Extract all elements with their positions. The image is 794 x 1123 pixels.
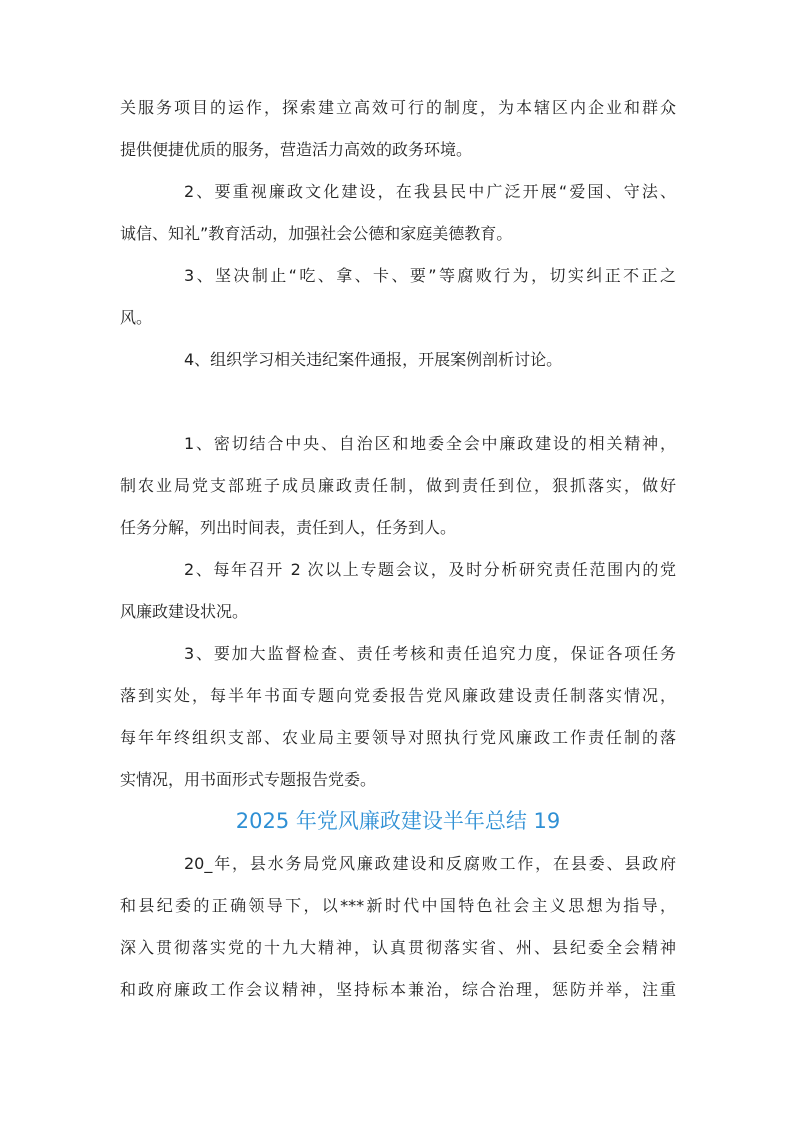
paragraph-line: 和县纪委的正确领导下，以***新时代中国特色社会主义思想为指导， <box>120 896 676 915</box>
paragraph-line: 20_年，县水务局党风廉政建设和反腐败工作，在县委、县政府 <box>184 854 676 873</box>
paragraph-line: 1、密切结合中央、自治区和地委全会中廉政建设的相关精神， <box>184 434 676 453</box>
paragraph-line: 每年年终组织支部、农业局主要领导对照执行党风廉政工作责任制的落 <box>120 728 676 747</box>
section-title: 2025 年党风廉政建设半年总结 19 <box>235 809 561 833</box>
section-gap <box>120 388 676 430</box>
paragraph-line: 4、组织学习相关违纪案件通报，开展案例剖析讨论。 <box>184 350 563 369</box>
paragraph-line: 3、要加大监督检查、责任考核和责任追究力度，保证各项任务 <box>184 644 676 663</box>
paragraph-line: 诚信、知礼”教育活动，加强社会公德和家庭美德教育。 <box>120 224 513 243</box>
paragraph-line: 制农业局党支部班子成员廉政责任制，做到责任到位，狠抓落实，做好 <box>120 476 676 495</box>
paragraph-line: 2、每年召开 2 次以上专题会议，及时分析研究责任范围内的党 <box>184 560 676 579</box>
paragraph-line: 实情况，用书面形式专题报告党委。 <box>120 770 377 789</box>
paragraph-line: 深入贯彻落实党的十九大精神，认真贯彻落实省、州、县纪委全会精神 <box>120 938 676 957</box>
paragraph-line: 风廉政建设状况。 <box>120 602 249 621</box>
paragraph-line: 和政府廉政工作会议精神，坚持标本兼治，综合治理，惩防并举，注重 <box>120 980 676 999</box>
paragraph-line: 提供便捷优质的服务，营造活力高效的政务环境。 <box>120 140 473 159</box>
paragraph-line: 落到实处，每半年书面专题向党委报告党风廉政建设责任制落实情况， <box>120 686 676 705</box>
paragraph-line: 2、要重视廉政文化建设，在我县民中广泛开展“爱国、守法、 <box>184 182 676 201</box>
paragraph-line: 关服务项目的运作，探索建立高效可行的制度，为本辖区内企业和群众 <box>120 98 676 117</box>
paragraph-line: 3、坚决制止“吃、拿、卡、要”等腐败行为，切实纠正不正之 <box>184 266 676 285</box>
paragraph-line: 任务分解，列出时间表，责任到人，任务到人。 <box>120 518 457 537</box>
paragraph-line: 风。 <box>120 308 153 327</box>
document-page <box>120 94 676 1018</box>
